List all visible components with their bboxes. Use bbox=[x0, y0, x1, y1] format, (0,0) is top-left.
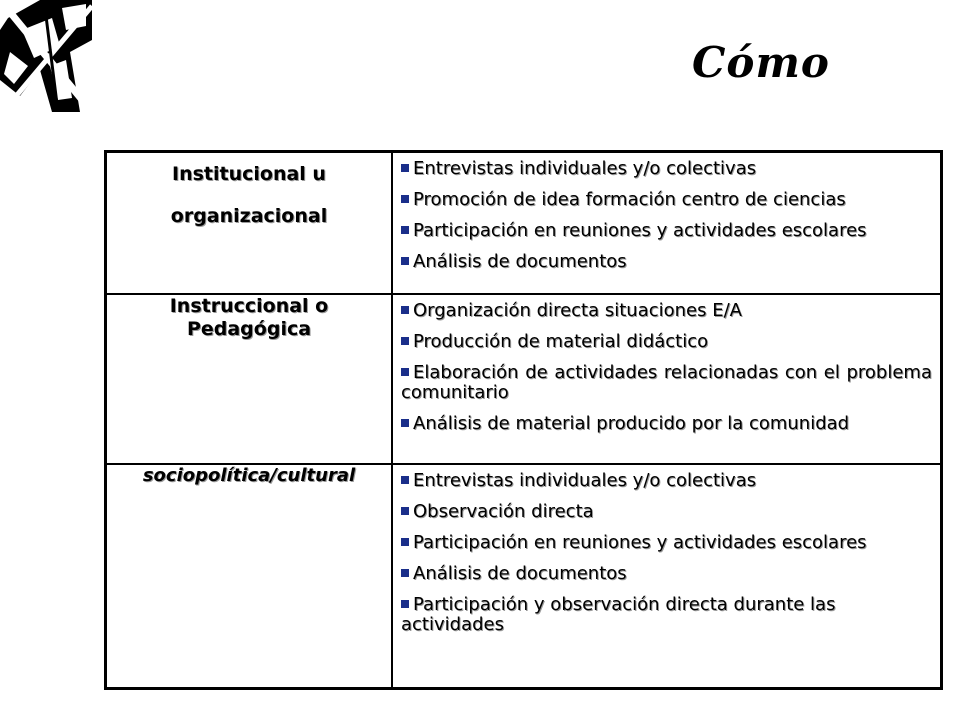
items-cell bbox=[392, 152, 942, 295]
list-item: Elaboración de actividades relacionadas con el problema comunitario bbox=[401, 362, 932, 403]
square-bullet-icon bbox=[401, 164, 409, 172]
square-bullet-icon bbox=[401, 368, 409, 376]
list-item: Participación en reuniones y actividades escolares bbox=[401, 221, 932, 241]
list-item: Promoción de idea formación centro de ciencias bbox=[401, 190, 932, 210]
list-item: Análisis de documentos bbox=[401, 252, 932, 272]
list-item: Participación y observación directa durante las actividades bbox=[401, 594, 836, 635]
list-item: Análisis de documentos bbox=[401, 564, 932, 584]
category-cell bbox=[106, 294, 393, 464]
category-cell bbox=[106, 152, 393, 295]
table-row bbox=[106, 152, 942, 295]
square-bullet-icon bbox=[401, 337, 409, 345]
category-label: Institucional u organizacional bbox=[170, 163, 328, 227]
square-bullet-icon bbox=[401, 569, 409, 577]
square-bullet-icon bbox=[401, 195, 409, 203]
page-title: Cómo bbox=[692, 38, 830, 87]
category-label: sociopolítica/cultural bbox=[142, 465, 356, 486]
crossed-map-logo-icon bbox=[0, 0, 92, 112]
square-bullet-icon bbox=[401, 476, 409, 484]
list-item: Organización directa situaciones E/A bbox=[401, 301, 932, 321]
items-cell bbox=[392, 294, 942, 464]
square-bullet-icon bbox=[401, 507, 409, 515]
square-bullet-icon bbox=[401, 257, 409, 265]
items-cell bbox=[392, 464, 942, 689]
list-item: Entrevistas individuales y/o colectivas bbox=[401, 159, 932, 179]
table-row bbox=[106, 294, 942, 464]
methods-table bbox=[104, 150, 943, 690]
square-bullet-icon bbox=[401, 419, 409, 427]
square-bullet-icon bbox=[401, 538, 409, 546]
category-cell bbox=[106, 464, 393, 689]
list-item: Observación directa bbox=[401, 502, 932, 522]
list-item: Entrevistas individuales y/o colectivas bbox=[401, 471, 932, 491]
square-bullet-icon bbox=[401, 306, 409, 314]
list-item: Participación en reuniones y actividades escolares bbox=[401, 533, 932, 553]
square-bullet-icon bbox=[401, 226, 409, 234]
list-item: Análisis de material producido por la comunidad bbox=[401, 414, 932, 434]
category-label: Instruccional o Pedagógica bbox=[169, 295, 329, 340]
table-row bbox=[106, 464, 942, 689]
square-bullet-icon bbox=[401, 600, 409, 608]
list-item: Producción de material didáctico bbox=[401, 332, 932, 352]
